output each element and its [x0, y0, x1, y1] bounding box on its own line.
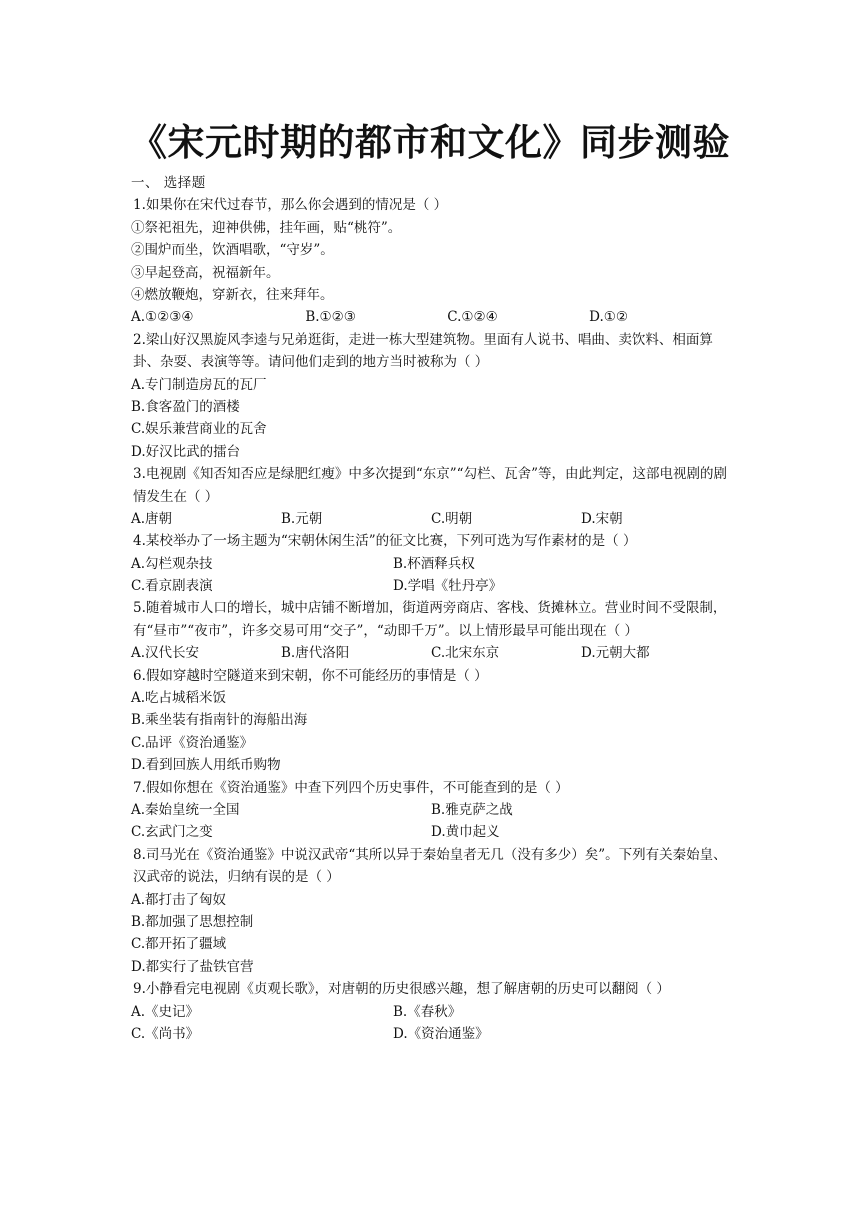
option-c[interactable]: C.《尚书》 — [131, 1025, 200, 1042]
question-2-stem: 2.梁山好汉黑旋风李逵与兄弟逛街，走进一栋大型建筑物。里面有人说书、唱曲、卖饮料、相面算卦、杂耍、表演等等。请问他们走到的地方当时被称为（ ） — [133, 331, 713, 371]
option-b[interactable]: B.①②③ — [305, 309, 356, 326]
option-c[interactable]: C.玄武门之变 — [131, 824, 213, 841]
option-a[interactable]: A.秦始皇统一全国 — [131, 802, 240, 819]
option-b[interactable]: B.唐代洛阳 — [281, 645, 350, 662]
option-d[interactable]: D.宋朝 — [581, 510, 623, 527]
option-c[interactable]: C.看京剧表演 — [131, 578, 213, 595]
option-d[interactable]: D.①② — [589, 309, 628, 326]
option-a[interactable]: A.专门制造房瓦的瓦厂 — [131, 376, 267, 393]
question-9-stem: 9.小静看完电视剧《贞观长歌》，对唐朝的历史很感兴趣，想了解唐朝的历史可以翻阅（ ） — [133, 981, 670, 998]
question-list — [131, 172, 731, 1045]
option-c[interactable]: C.娱乐兼营商业的瓦舍 — [131, 421, 267, 438]
question-5-stem: 5.随着城市人口的增长，城中店铺不断增加，街道两旁商店、客栈、货摊林立。营业时间不受限制，有“昼市”“夜市”，许多交易可用“交子”，“动即千万”。以上情形最早可能出现在（ ） — [133, 600, 727, 639]
option-b[interactable]: B.杯酒释兵权 — [393, 555, 475, 572]
option-a[interactable]: A.《史记》 — [131, 1003, 200, 1020]
option-b[interactable]: B.雅克萨之战 — [431, 802, 513, 819]
option-a[interactable]: A.勾栏观杂技 — [131, 555, 213, 572]
question-1-item: ④燃放鞭炮，穿新衣，往来拜年。 — [131, 286, 334, 303]
option-a[interactable]: A.①②③④ — [131, 309, 194, 326]
question-1-stem: 1.如果你在宋代过春节，那么你会遇到的情况是（ ） — [133, 197, 448, 214]
option-c[interactable]: C.明朝 — [431, 510, 473, 527]
option-a[interactable]: A.吃占城稻米饭 — [131, 690, 227, 707]
question-4-stem: 4.某校举办了一场主题为“宋朝休闲生活”的征文比赛，下列可选为写作素材的是（ ） — [133, 533, 637, 550]
option-a[interactable]: A.都打击了匈奴 — [131, 891, 227, 908]
option-a[interactable]: A.汉代长安 — [131, 645, 200, 662]
question-1-item: ②围炉而坐，饮酒唱歌，“守岁”。 — [131, 242, 334, 259]
option-d[interactable]: D.《资治通鉴》 — [393, 1025, 489, 1042]
question-1-options — [131, 306, 731, 328]
option-d[interactable]: D.黄巾起义 — [431, 824, 500, 841]
option-b[interactable]: B.《春秋》 — [393, 1003, 462, 1020]
option-d[interactable]: D.看到回族人用纸币购物 — [131, 757, 281, 774]
question-6-stem: 6.假如穿越时空隧道来到宋朝，你不可能经历的事情是（ ） — [133, 667, 488, 684]
option-b[interactable]: B.都加强了思想控制 — [131, 914, 254, 931]
option-a[interactable]: A.唐朝 — [131, 510, 173, 527]
option-c[interactable]: C.①②④ — [447, 309, 498, 326]
question-9-options-row1 — [131, 1001, 731, 1023]
question-7-options-row1 — [131, 799, 731, 821]
page-title: 《宋元时期的都市和文化》同步测验 — [130, 121, 730, 164]
question-4-options-row2 — [131, 575, 731, 597]
option-c[interactable]: C.品评《资治通鉴》 — [131, 734, 254, 751]
question-7-stem: 7.假如你想在《资治通鉴》中查下列四个历史事件，不可能查到的是（ ） — [133, 779, 569, 796]
question-9-options-row2 — [131, 1023, 731, 1045]
question-1-item: ③早起登高，祝福新年。 — [131, 264, 280, 281]
option-b[interactable]: B.乘坐装有指南针的海船出海 — [131, 712, 308, 729]
question-8-stem: 8.司马光在《资治通鉴》中说汉武帝“其所以异于秦始皇者无几（没有多少）矣”。下列有关秦始皇、汉武帝的说法，归纳有误的是（ ） — [133, 846, 727, 886]
option-d[interactable]: D.元朝大都 — [581, 645, 650, 662]
question-1-item: ①祭祀祖先，迎神供佛，挂年画，贴“桃符”。 — [131, 219, 402, 236]
question-5-options — [131, 642, 731, 664]
option-c[interactable]: C.都开拓了疆域 — [131, 936, 227, 953]
question-3-stem: 3.电视剧《知否知否应是绿肥红瘦》中多次提到“东京”“勾栏、瓦舍”等，由此判定，这部电视剧的剧情发生在（ ） — [133, 466, 727, 505]
option-b[interactable]: B.元朝 — [281, 510, 323, 527]
option-d[interactable]: D.好汉比武的擂台 — [131, 443, 241, 460]
option-b[interactable]: B.食客盈门的酒楼 — [131, 398, 240, 415]
option-d[interactable]: D.学唱《牡丹亭》 — [393, 578, 503, 595]
option-c[interactable]: C.北宋东京 — [431, 645, 500, 662]
question-3-options — [131, 508, 731, 530]
option-d[interactable]: D.都实行了盐铁官营 — [131, 958, 254, 975]
question-7-options-row2 — [131, 821, 731, 843]
section-heading: 一、 选择题 — [131, 175, 206, 191]
question-4-options-row1 — [131, 553, 731, 575]
